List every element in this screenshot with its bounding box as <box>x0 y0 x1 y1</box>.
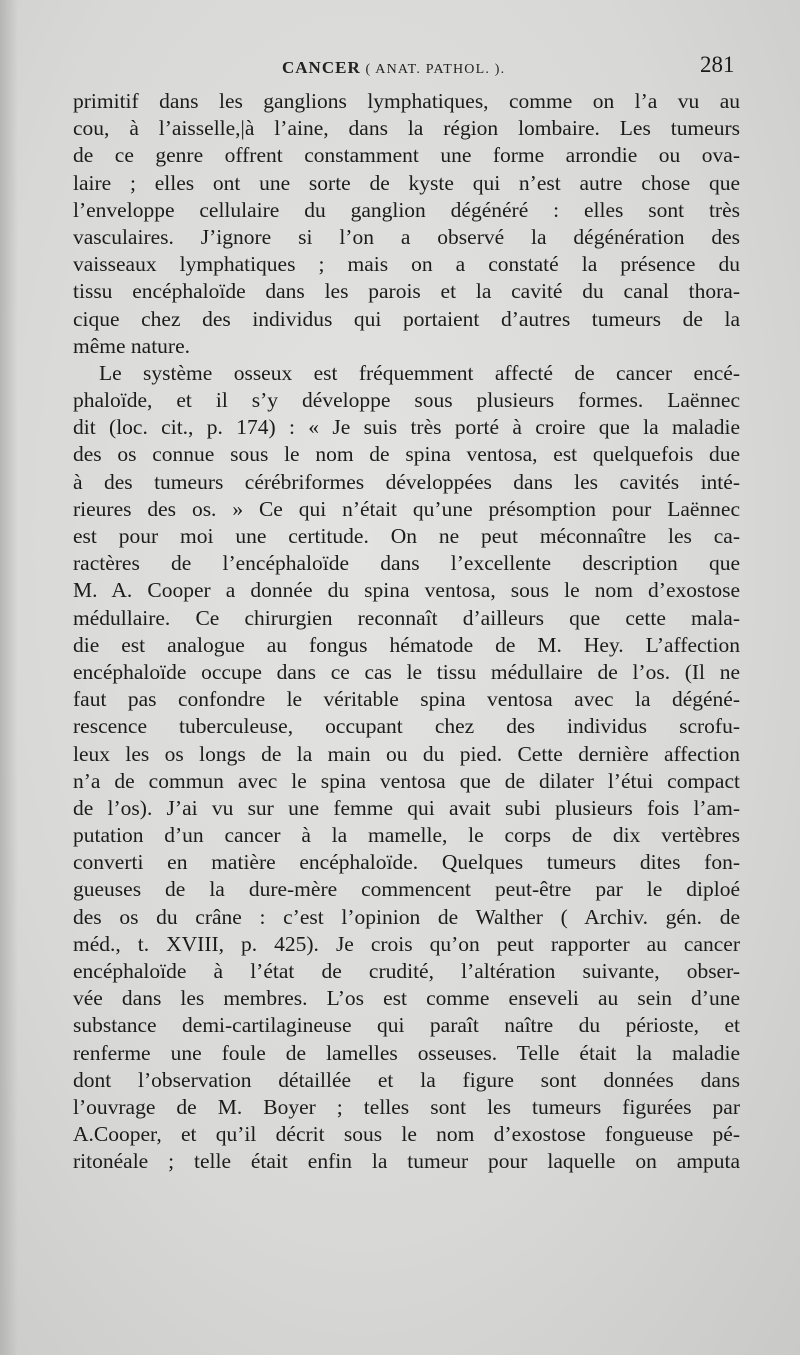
running-head <box>282 58 505 78</box>
text-line: à des tumeurs cérébriformes développées dans les cavités inté- <box>73 469 740 494</box>
text-line: n’a de commun avec le spina ventosa que de dilater l’étui compact <box>73 768 740 793</box>
text-line: tissu encéphaloïde dans les parois et la cavité du canal thora- <box>73 279 740 304</box>
text-line: die est analogue au fongus hématode de M. Hey. L’affection <box>73 632 740 657</box>
page-header <box>0 52 800 82</box>
text-line: dit (loc. cit., p. 174) : « Je suis très porté à croire que la maladie <box>73 415 740 440</box>
text-line: gueuses de la dure-mère commencent peut-être par le diploé <box>73 877 740 902</box>
text-line: renferme une foule de lamelles osseuses. Telle était la maladie <box>73 1040 740 1065</box>
text-line: méd., t. XVIII, p. 425). Je crois qu’on peut rapporter au cancer <box>73 931 740 956</box>
text-line: faut pas confondre le véritable spina ventosa avec la dégéné- <box>73 687 740 712</box>
text-line: vasculaires. J’ignore si l’on a observé la dégénération des <box>73 224 740 249</box>
text-line: rieures des os. » Ce qui n’était qu’une présomption pour Laënnec <box>73 496 740 521</box>
text-line: phaloïde, et il s’y développe sous plusieurs formes. Laënnec <box>73 388 740 413</box>
text-line: A.Cooper, et qu’il décrit sous le nom d’exostose fongueuse pé- <box>73 1122 740 1147</box>
text-line: de ce genre offrent constamment une forme arrondie ou ova- <box>73 143 740 168</box>
text-line: dont l’observation détaillée et la figure sont données dans <box>73 1067 740 1092</box>
running-head-title: CANCER <box>282 58 361 77</box>
text-line: médullaire. Ce chirurgien reconnaît d’ailleurs que cette mala- <box>73 605 740 630</box>
page-edge-shadow <box>0 0 18 1355</box>
text-line: rescence tuberculeuse, occupant chez des individus scrofu- <box>73 714 740 739</box>
text-line: laire ; elles ont une sorte de kyste qui n’est autre chose que <box>73 170 740 195</box>
text-line: primitif dans les ganglions lymphatiques, comme on l’a vu au <box>73 89 740 113</box>
text-line: est pour moi une certitude. On ne peut méconnaître les ca- <box>73 524 740 548</box>
text-line: des os connue sous le nom de spina ventosa, est quelquefois due <box>73 442 740 467</box>
text-line: Le système osseux est fréquemment affecté de cancer encé- <box>99 360 740 385</box>
text-line: même nature. <box>73 333 191 358</box>
text-line: leux les os longs de la main ou du pied. Cette dernière affection <box>73 741 740 766</box>
text-line: substance demi-cartilagineuse qui paraît naître du périoste, et <box>73 1013 740 1038</box>
text-line: des os du crâne : c’est l’opinion de Walther ( Archiv. gén. de <box>73 904 740 929</box>
text-line: vaisseaux lymphatiques ; mais on a constaté la présence du <box>73 252 740 277</box>
text-line: M. A. Cooper a donnée du spina ventosa, sous le nom d’exostose <box>73 578 740 603</box>
body-text <box>73 88 740 1176</box>
text-line: ritonéale ; telle était enfin la tumeur pour laquelle on amputa <box>73 1149 740 1174</box>
text-line: cique chez des individus qui portaient d’autres tumeurs de la <box>73 306 740 331</box>
page-number: 281 <box>700 52 735 77</box>
paragraph-2 <box>73 360 740 1176</box>
text-line: ractères de l’encéphaloïde dans l’excellente description que <box>73 551 740 576</box>
text-line: encéphaloïde à l’état de crudité, l’altération suivante, obser- <box>73 959 740 983</box>
text-line: l’enveloppe cellulaire du ganglion dégénéré : elles sont très <box>73 197 740 222</box>
text-line: putation d’un cancer à la mamelle, le corps de dix vertèbres <box>73 823 740 848</box>
text-line: cou, à l’aisselle,|à l’aine, dans la région lombaire. Les tumeurs <box>73 116 740 141</box>
text-line: encéphaloïde occupe dans ce cas le tissu médullaire de l’os. (Il ne <box>73 659 740 684</box>
text-line: de l’os). J’ai vu sur une femme qui avait subi plusieurs fois l’am- <box>73 795 740 820</box>
running-head-subtitle: ( ANAT. PATHOL. ). <box>365 62 506 77</box>
paragraph-1 <box>73 88 740 360</box>
text-line: converti en matière encéphaloïde. Quelques tumeurs dites fon- <box>73 850 740 875</box>
text-line: vée dans les membres. L’os est comme enseveli au sein d’une <box>73 986 740 1011</box>
text-line: l’ouvrage de M. Boyer ; telles sont les tumeurs figurées par <box>73 1094 740 1119</box>
